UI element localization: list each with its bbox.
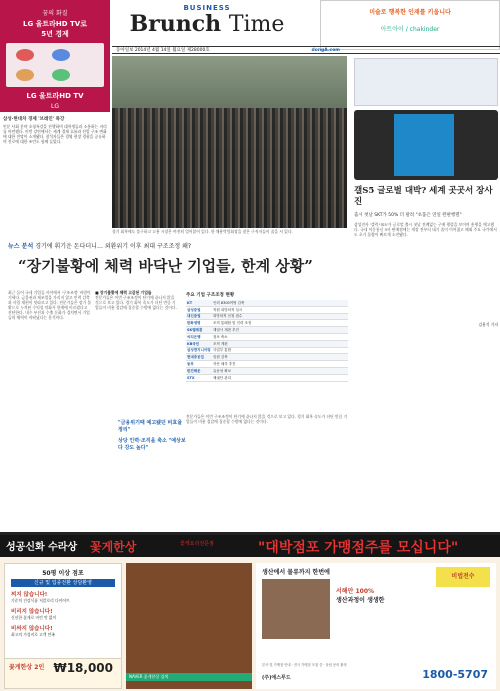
ad-name: 꽃게한상 [90, 540, 137, 554]
dateline-paper: 동아일보 [116, 48, 134, 53]
art-ad-text: 미술로 행복한 인재를 키웁니다 [369, 9, 451, 16]
table-cell-action: 사업부 통합 [212, 347, 348, 354]
table-cell-action: 조직 개편 [212, 340, 348, 347]
masthead-title-b: Time [228, 12, 285, 37]
table [186, 300, 348, 382]
article-continued: 전문가들은 이번 구조조정이 단기에 끝나지 않을 것으로 보고 있다. 경기 회복 속도가 더딘 만큼 기업들이 비용 절감에 집중할 수밖에 없다는 것이다. [186, 414, 348, 424]
world-map-graphic [354, 58, 498, 106]
main-photo [112, 56, 347, 228]
lg-ad-brand: LG 울트라HD TV [26, 92, 84, 100]
table-row [186, 361, 348, 368]
table-cell-action: 임원 감축 [212, 354, 348, 361]
phone-screen [394, 114, 454, 176]
ad-right-text-a: 서해안 100% [336, 588, 375, 595]
ad-kind: 꽃게요리전문점 [180, 541, 214, 547]
right-byline: 김용석 기자 [478, 322, 498, 327]
table-cell-company: KT [186, 300, 212, 306]
table-row [186, 327, 348, 334]
ad-store-photo [262, 579, 330, 639]
table-title: 주요 기업 구조조정 현황 [186, 293, 235, 298]
article-kicker [8, 243, 348, 251]
lg-ad-comparison-graphic [6, 43, 104, 87]
table-row [186, 374, 348, 381]
table-cell-company: 삼성엔지니어링 [187, 348, 211, 353]
left-story [0, 114, 110, 147]
ad-brand: 성공신화 수라상 [6, 542, 78, 553]
article-subhead: ■ 장기불황에 체력 고갈된 기업들 [95, 290, 152, 295]
right-headline: 갤S5 글로벌 대박? 세계 곳곳서 장사진 [354, 186, 493, 207]
lg-logo: LG [51, 103, 59, 110]
article-text-2: 전문가들은 이번 구조조정이 단기에 끝나지 않을 것으로 보고 있다. 경기 회복 속도가 더딘 만큼 기업들이 비용 절감에 집중할 수밖에 없다는 것이다. [95, 295, 177, 310]
article-text: 최근 들어 국내 기업들 사이에서 '구조조정' 바람이 거세다. 금융권과 제조업을 가리지 않고 인력 감축과 사업 재편이 잇따르고 있다. 전문가들은 장기 불황으로 누적된 수익성 악화가 한계에 이르렀다고 진단한다. 내수 부진과 수출 둔화가 겹치면서 기업들의 체력이 바닥났다는 분석이다. [8, 290, 92, 320]
ad-corp: (주)에스푸드 [262, 675, 291, 681]
kicker-text: 경기에 휘기운 돈다더니… 외환위기 이후 최대 구조조정 왜? [35, 243, 192, 250]
table-cell-company: KB국민 [186, 340, 212, 347]
photo-caption: 경기 회복에도 불구하고 고용 시장은 여전히 얼어붙어 있다. 한 채용박람회장을 찾은 구직자들이 줄을 서 있다. [112, 229, 293, 234]
crowd-image [112, 108, 347, 228]
ad-phone[interactable]: 1800-5707 [422, 668, 488, 681]
ad-naver-search[interactable]: NAVER 꽃게한상 검색 [126, 673, 252, 681]
left-story-title: 삼성·현대차 경제 '브레인' 특강 [3, 117, 65, 122]
ad-benefit-title: 찌지 않습니다! [11, 592, 48, 598]
lg-ad-line3: 5년 경제 [41, 30, 69, 38]
table-cell-company: 씨티은행 [186, 333, 212, 340]
ad-benefit-desc: 기준치 건강식품 저칼로리 다이어트 [11, 598, 70, 603]
table-cell-company: 삼성증권 [186, 306, 212, 313]
table-cell-action: 유동성 확보 [212, 367, 348, 374]
table-cell-company: SK텔레콤 [186, 327, 212, 334]
pull-quote-1: "금융위기때 예고됐던 비효율 정리" [118, 420, 183, 433]
masthead [112, 0, 302, 44]
ad-price: ₩18,000 [53, 661, 113, 675]
masthead-section: BUSINESS [183, 4, 231, 12]
ad-banner [0, 535, 500, 557]
ad-price-box [5, 658, 121, 688]
ad-consult-b: 신규 및 업종전환 상담환영 [11, 579, 115, 587]
pull-quote-2: 상당 인력·조직을 축소 "예상보다 강도 높다" [118, 438, 186, 451]
masthead-title [112, 12, 302, 37]
art-ad[interactable] [320, 0, 500, 50]
table-cell-company: STX [186, 374, 212, 381]
table-cell-action: 직원 희망퇴직 실시 [212, 306, 348, 313]
table-row [186, 320, 348, 327]
table-cell-action: 자산 매각 추진 [212, 361, 348, 368]
art-ad-logo: 아트아이 / chakinder [380, 26, 440, 33]
right-column [352, 56, 500, 396]
ad-benefit-desc: 최고의 가성비로 고객 만족 [11, 632, 55, 637]
pull-quotes [118, 420, 188, 452]
right-body: 삼성전자 '갤럭시S5'가 글로벌 출시 첫날 전례없는 구매 행렬을 보이며 흥행을 예고했다. 국내 이동통신 3사 판매점에는 개장 전부터 대기 줄이 이어졌고 해외 주요 국가에서도 초기 물량이 빠르게 소진됐다. [354, 222, 497, 237]
table-cell-company: 한화생명 [186, 320, 212, 327]
table-row [186, 354, 348, 361]
ad-right-panel [256, 563, 496, 689]
masthead-title-a: Brunch [129, 11, 222, 37]
kicker-label: 뉴스 분석 [8, 243, 34, 250]
ad-benefit-desc: 신선한 꽃게로 비린 맛 없이 [11, 615, 57, 620]
table-row [186, 306, 348, 313]
ad-right-title: 생산에서 물류까지 한번에 [262, 569, 330, 576]
phone-image [354, 110, 498, 180]
table-cell-company: 동부 [186, 361, 212, 368]
table-cell-action: 조직 통폐합 및 인력 조정 [212, 320, 348, 327]
lg-ad-line1: 꿈의 화질 [42, 10, 68, 17]
ad-left-panel [4, 563, 122, 689]
dateline-site[interactable]: dongA.com [311, 48, 340, 53]
ad-right-text-b: 생산과정이 생생한 [336, 597, 385, 604]
ad-slogan: "대박점포 가맹점주를 모십니다" [258, 540, 459, 556]
ad-consult-a: 50평 이상 점포 [42, 570, 84, 577]
article-headline: “장기불황에 체력 바닥난 기업들, 한계 상황” [18, 257, 313, 275]
table-cell-action: 인력 8300여명 감축 [212, 300, 348, 306]
table-row [186, 347, 348, 354]
lg-tv-ad[interactable] [0, 0, 110, 112]
table-cell-action: 희망퇴직 신청 접수 [212, 313, 348, 320]
table-cell-company: 현대중공업 [186, 354, 212, 361]
table-cell-action: 계열사 재편 추진 [212, 327, 348, 334]
ad-benefits [5, 590, 121, 638]
restructuring-table [186, 292, 348, 412]
table-cell-action: 점포 축소 [212, 333, 348, 340]
ad-price-label: 꽃게한상 2인 [9, 664, 45, 671]
ad-food-photo [126, 563, 252, 689]
article-body [8, 290, 178, 530]
ad-benefit-title: 비리지 않습니다! [11, 609, 53, 615]
ad-biz-badge: 비법전수 [436, 567, 490, 587]
dateline-issue: 제28000호 [186, 48, 210, 53]
dateline [112, 46, 500, 54]
table-row [186, 340, 348, 347]
ad-info: 본사 및 가맹점 안내 · 전국 가맹점 모집 중 · 상담 문의 환영 [262, 663, 347, 667]
table-cell-action: 채권단 관리 [212, 374, 348, 381]
ad-benefit-title: 비싸지 않습니다! [11, 626, 53, 632]
right-subhead: 출시 첫날 SKT가 50% 더 팔려 "초품은 연일 완판행렬" [354, 213, 462, 218]
left-story-body: 인문 사회 분야 초청특강을 진행하며 대학생들과 소통하는 자리를 마련했다. 이번 강연에서는 세계 경제 흐름과 산업 구조 변화에 대한 전망이 소개됐다. 참석자들은 경영 현장 경험을 공유하며 진로에 대한 조언도 함께 들었다. [3, 124, 107, 144]
dateline-date: 2014년 4월 14일 월요일 [134, 48, 186, 53]
table-cell-company: 한진해운 [186, 367, 212, 374]
lg-ad-line2: LG 울트라HD TV로 [23, 20, 87, 28]
table-row [186, 313, 348, 320]
table-cell-company: 대신증권 [186, 313, 212, 320]
table-row [186, 367, 348, 374]
ad-right-text [336, 587, 384, 605]
crab-restaurant-ad[interactable] [0, 532, 500, 691]
table-row [186, 333, 348, 340]
